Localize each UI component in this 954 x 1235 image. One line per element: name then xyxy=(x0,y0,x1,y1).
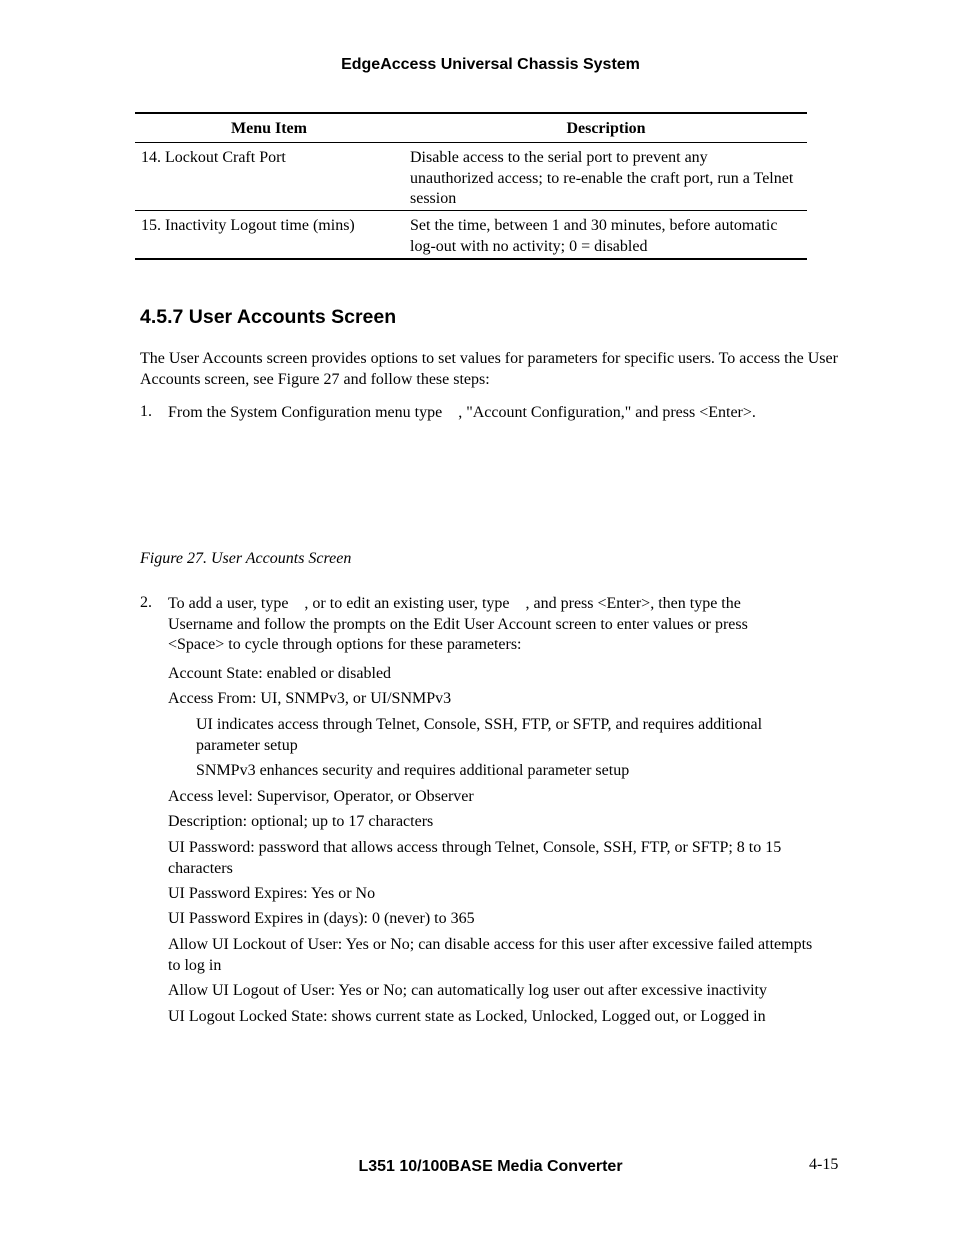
param-snmp-note: SNMPv3 enhances security and requires additional parameter setup xyxy=(196,762,630,779)
param-logout-locked-state: UI Logout Locked State: shows current state as Locked, Unlocked, Logged out, or Logged in xyxy=(168,1008,766,1025)
table-bottom-rule xyxy=(135,258,807,260)
param-password-expires: UI Password Expires: Yes or No xyxy=(168,885,376,902)
param-ui-note: UI indicates access through Telnet, Console, SSH, FTP, or SFTP, and requires additional parameter setup xyxy=(196,716,763,754)
table-cell-item: 14. Lockout Craft Port xyxy=(141,149,286,166)
param-access-level: Access level: Supervisor, Operator, or Observer xyxy=(168,788,474,805)
param-access-from: Access From: UI, SNMPv3, or UI/SNMPv3 xyxy=(168,690,452,707)
step-1-number: 1. xyxy=(140,403,152,420)
param-description: Description: optional; up to 17 characters xyxy=(168,813,434,830)
table-header-description: Description xyxy=(566,120,646,137)
table-cell-description: Disable access to the serial port to prevent any unauthorized access; to re-enable the craft port, run a Telnet session xyxy=(410,149,794,207)
table-header-menu-item: Menu Item xyxy=(231,120,307,137)
table-top-rule xyxy=(135,112,807,114)
param-account-state: Account State: enabled or disabled xyxy=(168,665,392,682)
param-allow-lockout: Allow UI Lockout of User: Yes or No; can disable access for this user after excessive failed attempts to log in xyxy=(168,936,813,974)
param-ui-password: UI Password: password that allows access through Telnet, Console, SSH, FTP, or SFTP; 8 to 15 characters xyxy=(168,839,782,877)
page-number: 4-15 xyxy=(809,1156,839,1173)
intro-paragraph: The User Accounts screen provides options to set values for parameters for specific users. To access the User Accounts screen, see Figure 27 and follow these steps: xyxy=(140,350,838,388)
step-2-text: To add a user, type , or to edit an existing user, type , and press <Enter>, then type the Username and follow the prompts on the Edit User Account screen to enter values or press <Space> to cycle through options for these parameters: xyxy=(168,595,752,653)
table-cell-description: Set the time, between 1 and 30 minutes, before automatic log-out with no activity; 0 = disabled xyxy=(410,217,778,255)
running-header: EdgeAccess Universal Chassis System xyxy=(341,56,640,73)
table-cell-item: 15. Inactivity Logout time (mins) xyxy=(141,217,355,234)
running-footer: L351 10/100BASE Media Converter xyxy=(358,1158,623,1175)
table-row-rule xyxy=(135,210,807,211)
param-allow-logout: Allow UI Logout of User: Yes or No; can automatically log user out after excessive inactivity xyxy=(168,982,767,999)
step-2-number: 2. xyxy=(140,594,152,611)
table-header-rule xyxy=(135,142,807,143)
section-heading: 4.5.7 User Accounts Screen xyxy=(140,306,397,328)
param-password-expires-days: UI Password Expires in (days): 0 (never) to 365 xyxy=(168,910,475,927)
step-1-text: From the System Configuration menu type , "Account Configuration," and press <Enter>. xyxy=(168,404,756,421)
figure-caption: Figure 27. User Accounts Screen xyxy=(140,550,352,567)
